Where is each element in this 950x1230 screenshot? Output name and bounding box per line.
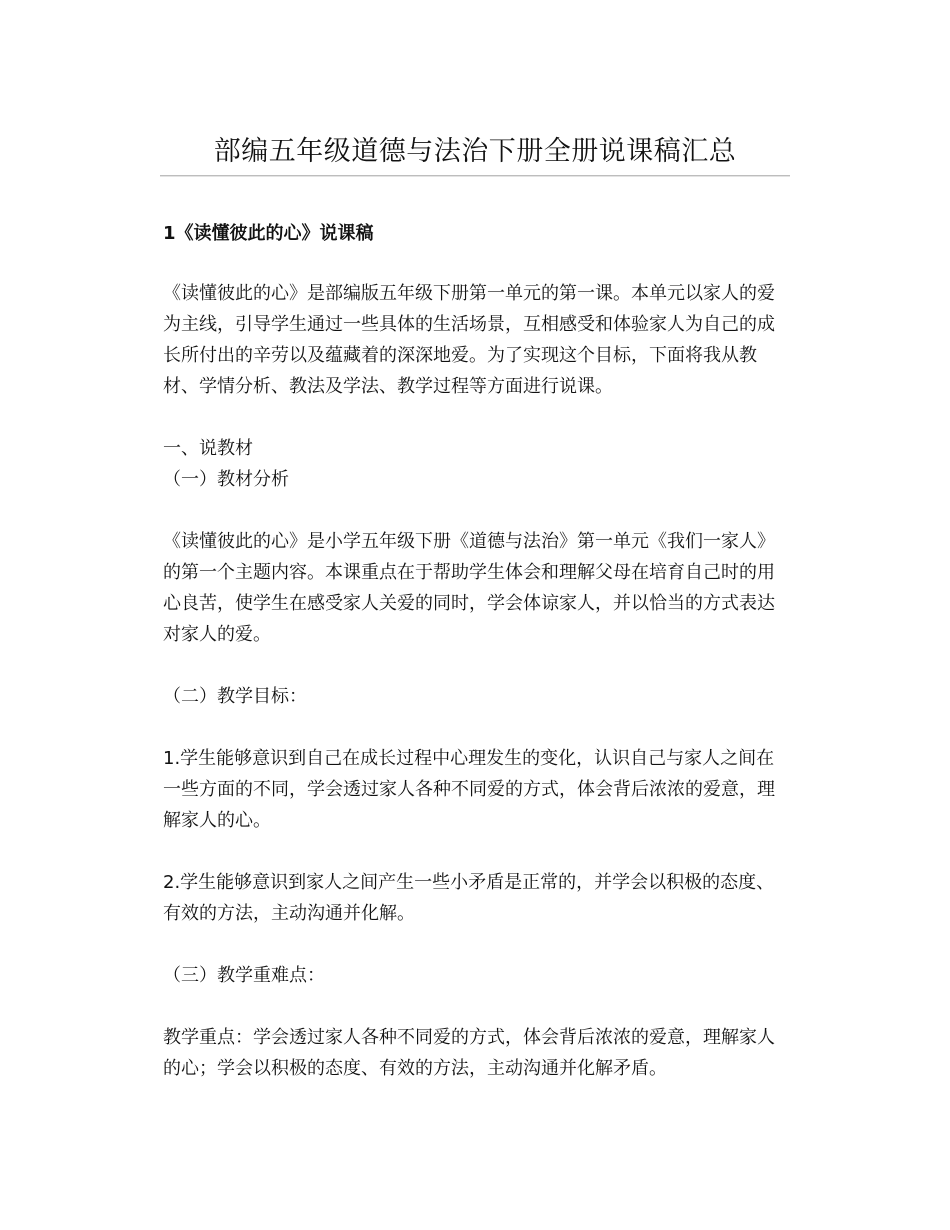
title-divider (160, 175, 790, 177)
intro-paragraph: 《读懂彼此的心》是部编版五年级下册第一单元的第一课。本单元以家人的爱为主线，引导学生通过一些具体的生活场景，互相感受和体验家人为自己的成长所付出的辛劳以及蕴藏着的深深地爱。为了实现这个目标，下面将我从教材、学情分析、教法及学法、教学过程等方面进行说课。 (163, 283, 775, 397)
subsection-title-analysis: （一）教材分析 (163, 469, 289, 490)
document-title: 部编五年级道德与法治下册全册说课稿汇总 (213, 136, 737, 168)
section-title-textbook: 一、说教材 (163, 438, 253, 459)
goal-paragraph-1: 1.学生能够意识到自己在成长过程中心理发生的变化，认识自己与家人之间在一些方面的不同，学会透过家人各种不同爱的方式，体会背后浓浓的爱意，理解家人的心。 (163, 748, 775, 831)
document-body (163, 218, 790, 1084)
subsection-title-goals: （二）教学目标： (163, 686, 307, 707)
analysis-paragraph: 《读懂彼此的心》是小学五年级下册《道德与法治》第一单元《我们一家人》的第一个主题内容。本课重点在于帮助学生体会和理解父母在培育自己时的用心良苦，使学生在感受家人关爱的同时，学会体谅家人，并以恰当的方式表达对家人的爱。 (163, 531, 775, 645)
lesson-heading: 1《读懂彼此的心》说课稿 (163, 223, 374, 244)
key-points-paragraph: 教学重点：学会透过家人各种不同爱的方式，体会背后浓浓的爱意，理解家人的心；学会以积极的态度、有效的方法，主动沟通并化解矛盾。 (163, 1027, 775, 1079)
goal-paragraph-2: 2.学生能够意识到家人之间产生一些小矛盾是正常的，并学会以积极的态度、有效的方法，主动沟通并化解。 (163, 872, 775, 924)
subsection-title-key-points: （三）教学重难点： (163, 965, 325, 986)
